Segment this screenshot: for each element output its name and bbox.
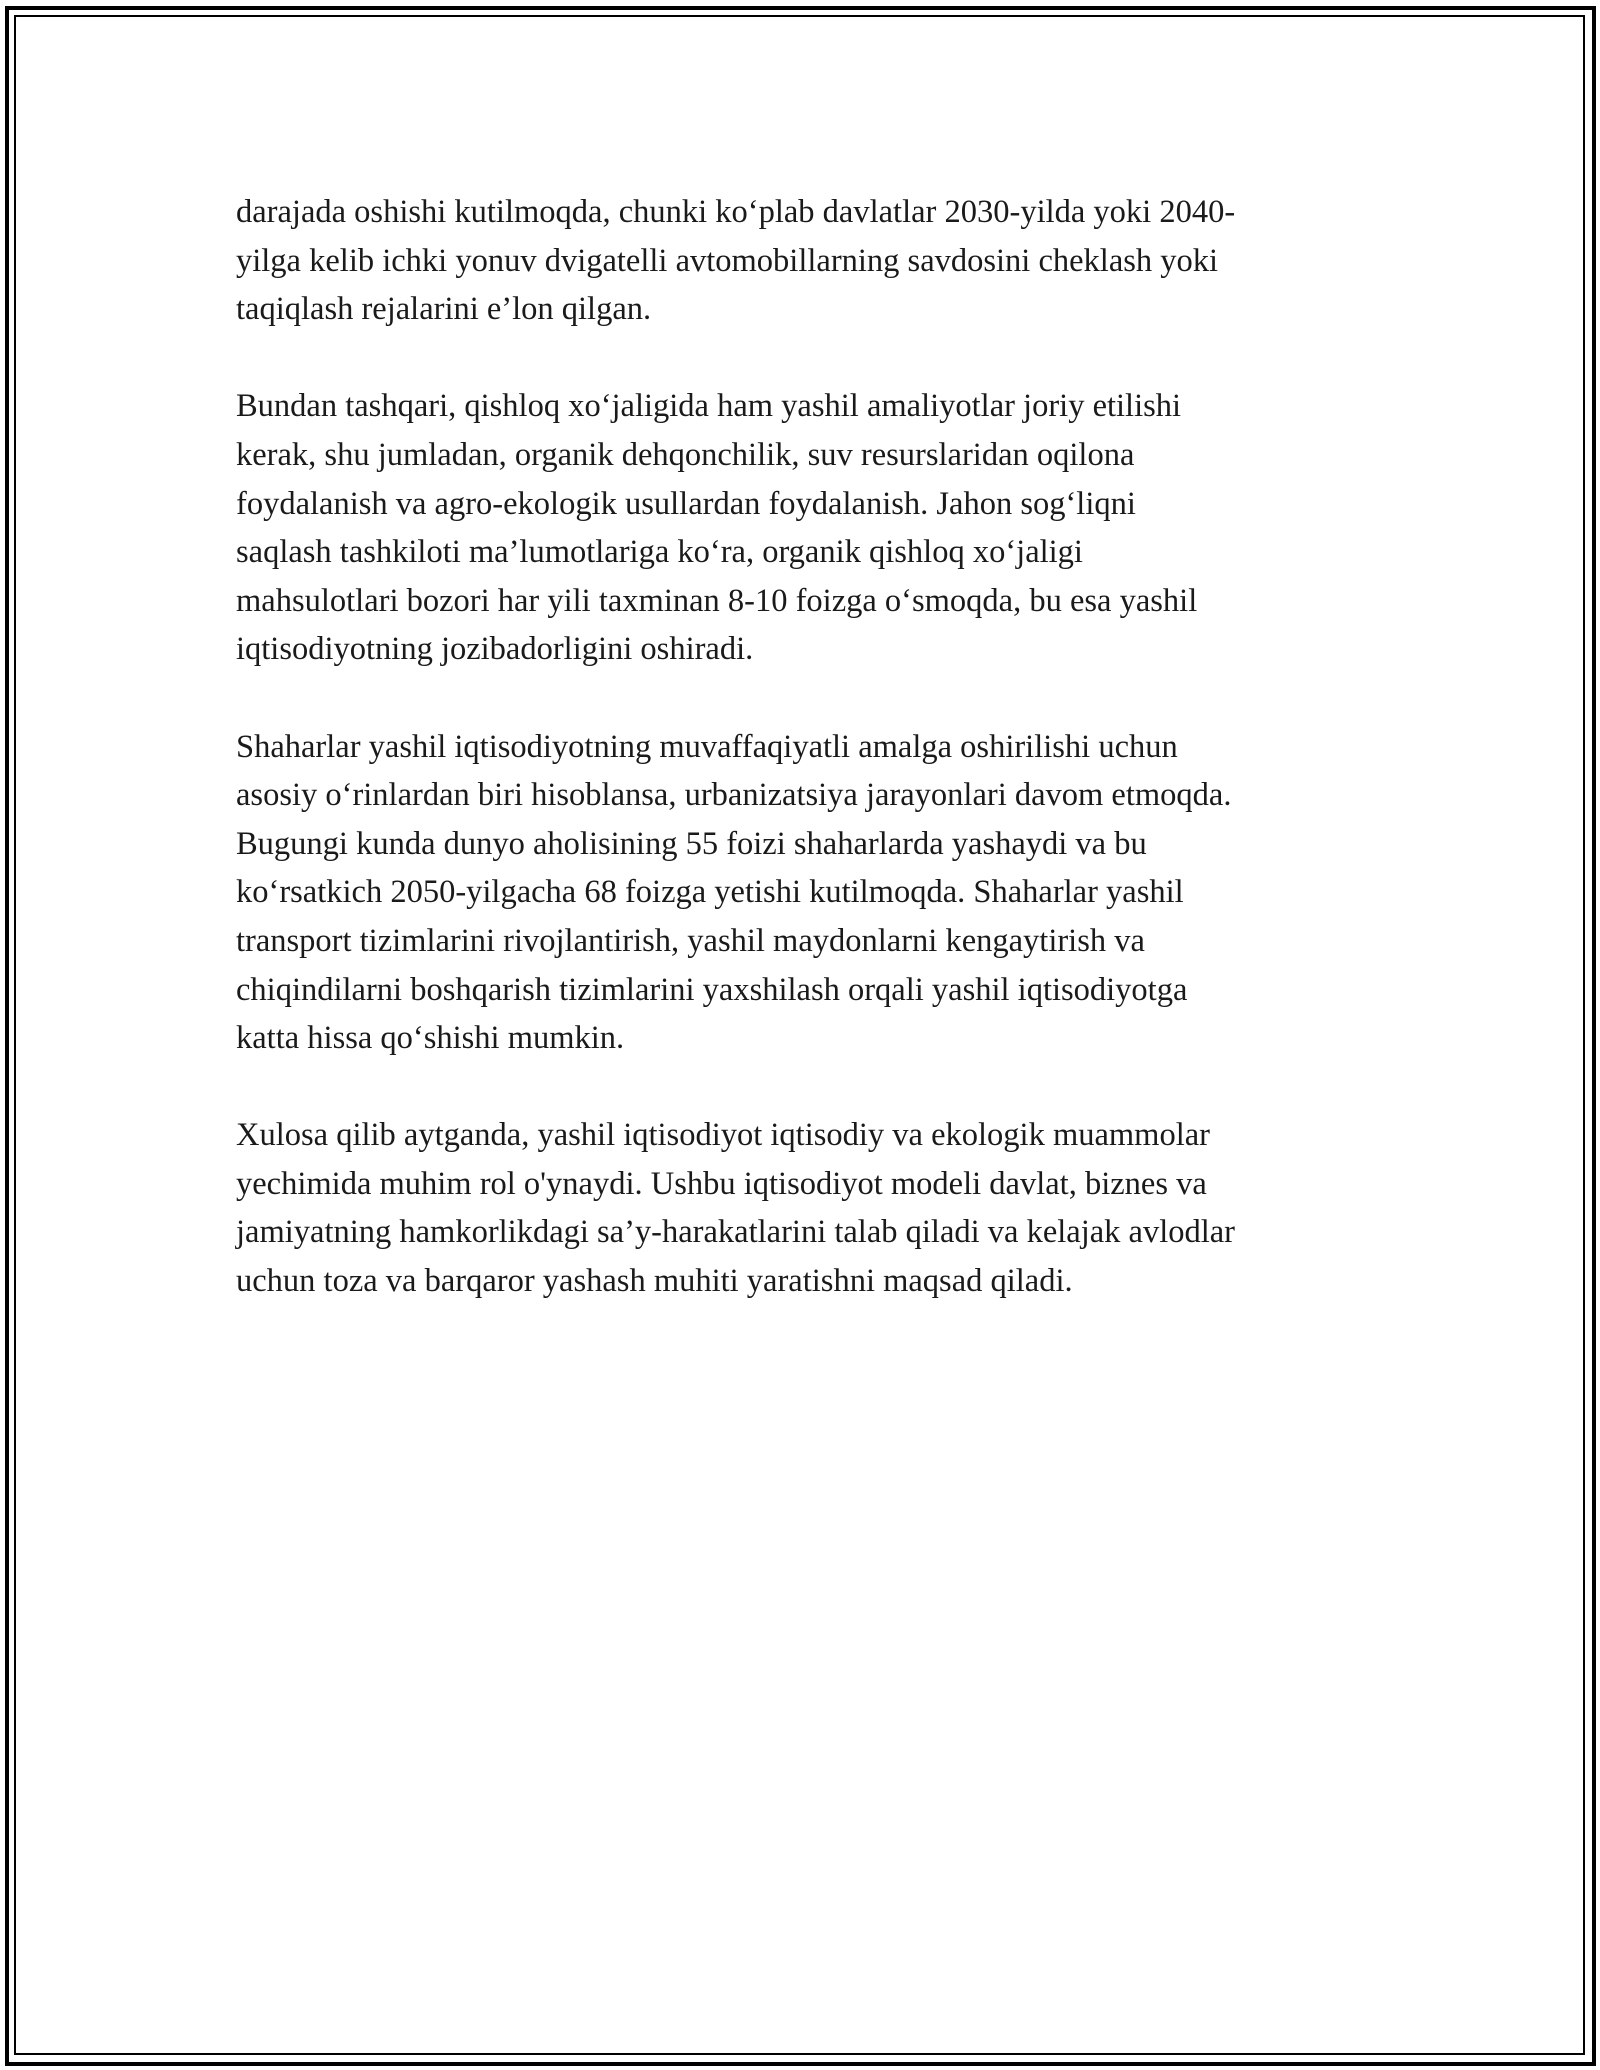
paragraph-2: Bundan tashqari, qishloq xo‘jaligida ham yashil amaliyotlar joriy etilishi kerak, shu jumladan, organik dehqonchilik, suv resurslaridan oqilona foydalanish va agro-ekologik usullardan foydalanish. Jahon sog‘liqni saqlash tashkiloti ma’lumotlariga ko‘ra, organik qishloq xo‘jaligi mahsulotlari bozori har yili taxminan 8-10 foizga o‘smoqda, bu esa yashil iqtisodiyotning jozibadorligini oshiradi. [236, 388, 1198, 668]
document-body [236, 188, 1376, 1354]
paragraph-3: Shaharlar yashil iqtisodiyotning muvaffaqiyatli amalga oshirilishi uchun asosiy o‘rinlardan biri hisoblansa, urbanizatsiya jarayonlari davom etmoqda. Bugungi kunda dunyo aholisining 55 foizi shaharlarda yashaydi va bu ko‘rsatkich 2050-yilgacha 68 foizga yetishi kutilmoqda. Shaharlar yashil transport tizimlarini rivojlantirish, yashil maydonlarni kengaytirish va chiqindilarni boshqarish tizimlarini yaxshilash orqali yashil iqtisodiyotga katta hissa qo‘shishi mumkin. [236, 728, 1232, 1057]
paragraph-4: Xulosa qilib aytganda, yashil iqtisodiyot iqtisodiy va ekologik muammolar yechimida muhim rol o'ynaydi. Ushbu iqtisodiyot modeli davlat, biznes va jamiyatning hamkorlikdagi sa’y-harakatlarini talab qiladi va kelajak avlodlar uchun toza va barqaror yashash muhiti yaratishni maqsad qiladi. [236, 1117, 1236, 1300]
paragraph-1: darajada oshishi kutilmoqda, chunki ko‘plab davlatlar 2030-yilda yoki 2040- yilga kelib ichki yonuv dvigatelli avtomobillarning savdosini cheklash yoki taqiqlash rejalarini e’lon qilgan. [236, 194, 1236, 328]
